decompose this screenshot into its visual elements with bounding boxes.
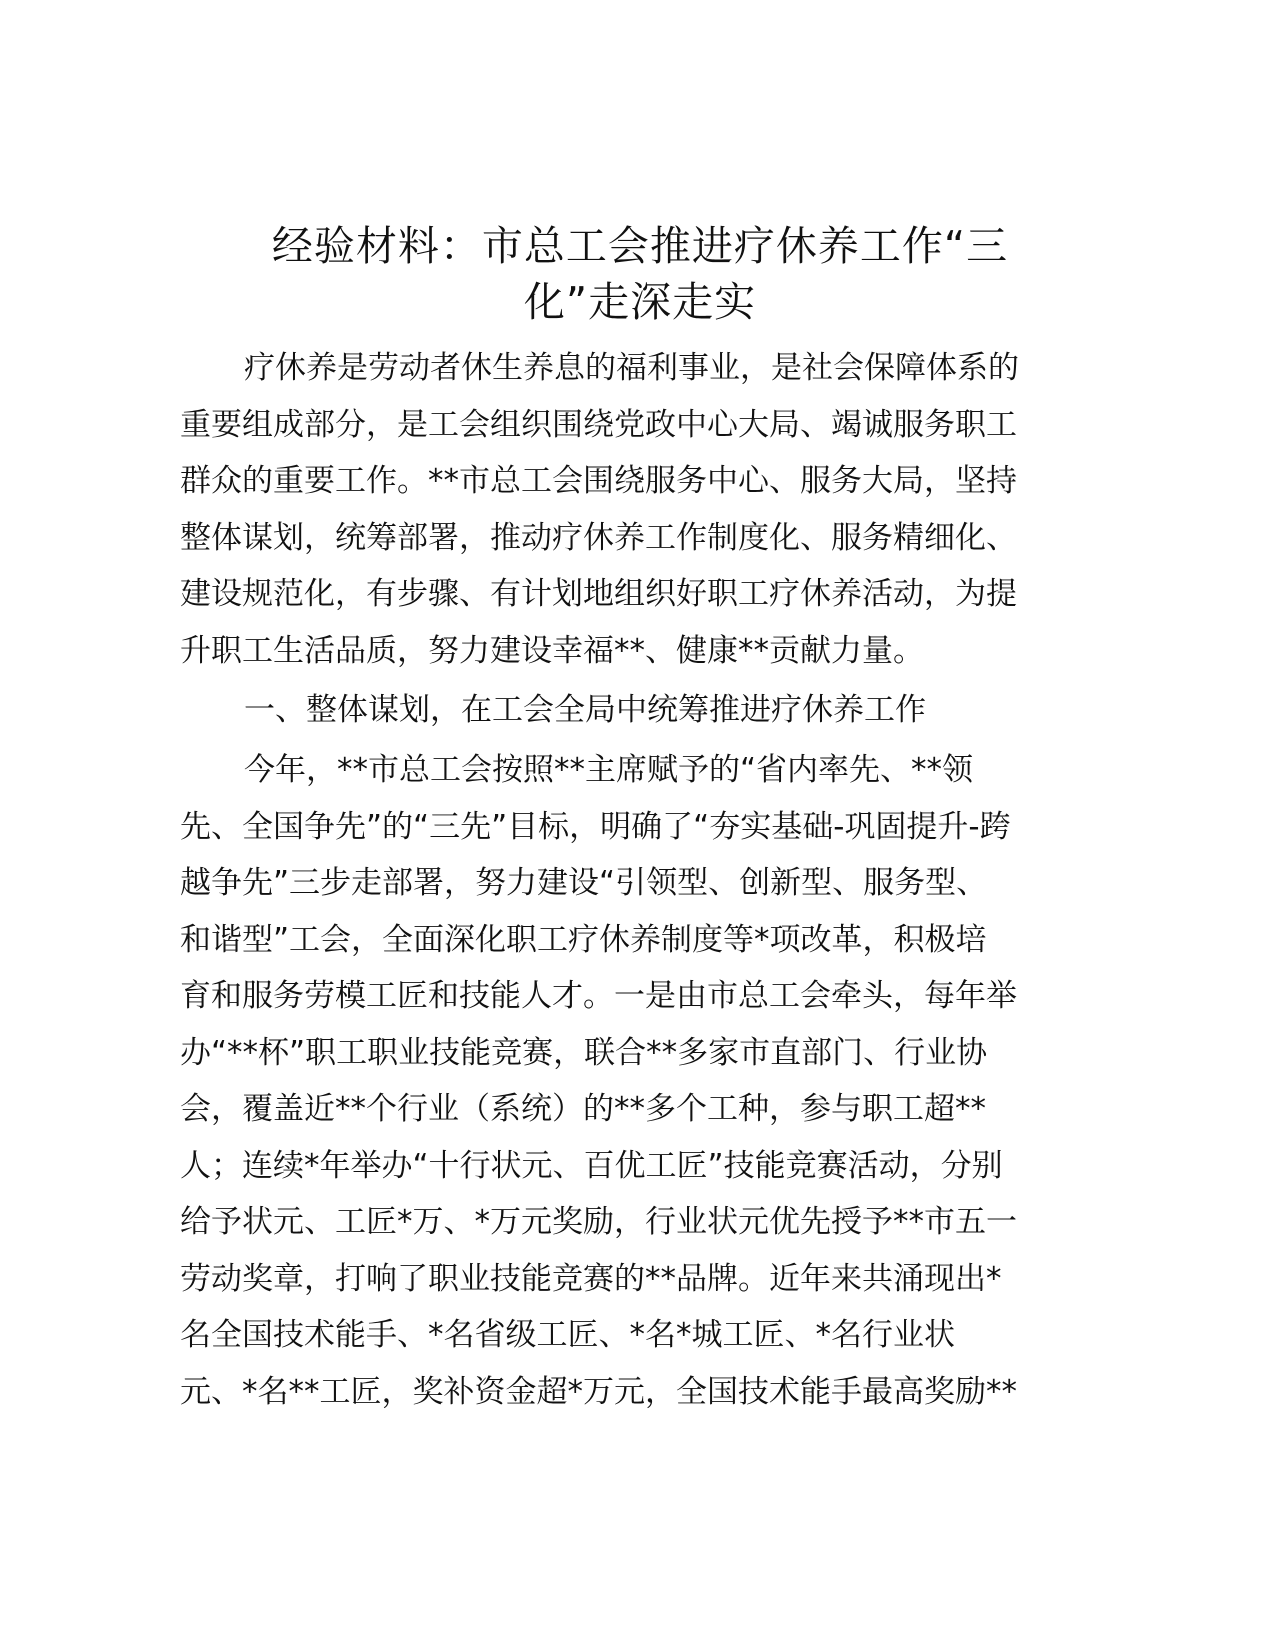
paragraph-line: 群众的重要工作。**市总工会围绕服务中心、服务大局，坚持	[180, 463, 1017, 499]
paragraph-line: 疗休养是劳动者休生养息的福利事业，是社会保障体系的	[244, 350, 1019, 386]
paragraph-line: 重要组成部分，是工会组织围绕党政中心大局、竭诚服务职工	[180, 406, 1017, 443]
paragraph-line: 办“**杯”职工职业技能竞赛，联合**多家市直部门、行业协	[180, 1034, 988, 1071]
paragraph-line: 整体谋划，统筹部署，推动疗休养工作制度化、服务精细化、	[180, 519, 1017, 556]
paragraph-line: 建设规范化，有步骤、有计划地组织好职工疗休养活动，为提	[180, 576, 1017, 612]
title-line-1: 经验材料：市总工会推进疗休养工作“三	[271, 222, 1009, 270]
paragraph-line: 先、全国争先”的“三先”目标，明确了“夯实基础-巩固提升-跨	[180, 808, 1011, 845]
paragraph-line: 和谐型”工会，全面深化职工疗休养制度等*项改革，积极培	[180, 921, 987, 958]
paragraph-line: 给予状元、工匠*万、*万元奖励，行业状元优先授予**市五一	[180, 1204, 1017, 1240]
paragraph-section-1	[180, 742, 1080, 1420]
section-heading	[180, 682, 1080, 739]
paragraph-line: 今年，**市总工会按照**主席赋予的“省内率先、**领	[244, 752, 974, 788]
paragraph-line: 升职工生活品质，努力建设幸福**、健康**贡献力量。	[180, 632, 924, 669]
paragraph-line: 越争先”三步走部署，努力建设“引领型、创新型、服务型、	[180, 865, 988, 901]
paragraph-line: 元、*名**工匠，奖补资金超*万元，全国技术能手最高奖励**	[180, 1373, 1017, 1410]
paragraph-line: 会，覆盖近**个行业（系统）的**多个工种，参与职工超**	[180, 1091, 986, 1127]
paragraph-intro	[180, 340, 1080, 679]
document-title	[180, 218, 1100, 330]
section-heading-text: 一、整体谋划，在工会全局中统筹推进疗休养工作	[244, 692, 926, 728]
paragraph-line: 育和服务劳模工匠和技能人才。一是由市总工会牵头，每年举	[180, 978, 1017, 1014]
paragraph-line: 人；连续*年举办“十行状元、百优工匠”技能竞赛活动，分别	[180, 1147, 1003, 1184]
title-line-2: 化”走深走实	[523, 278, 757, 326]
paragraph-line: 名全国技术能手、*名省级工匠、*名*城工匠、*名行业状	[180, 1317, 955, 1353]
paragraph-line: 劳动奖章，打响了职业技能竞赛的**品牌。近年来共涌现出*	[180, 1260, 1002, 1297]
